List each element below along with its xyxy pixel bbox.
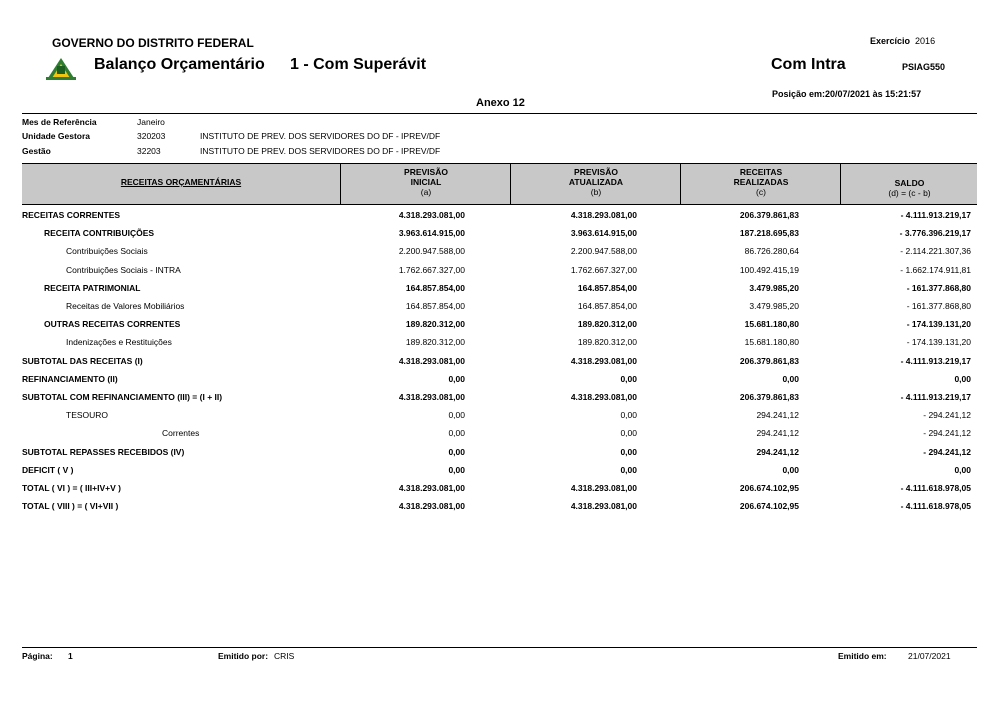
anexo: Anexo 12 — [476, 97, 525, 109]
row-previsao-inicial: 0,00 — [448, 410, 465, 421]
table-row — [22, 353, 977, 371]
exercicio-label: Exercício — [870, 36, 911, 46]
row-label: Contribuições Sociais — [66, 246, 148, 257]
row-label: SUBTOTAL COM REFINANCIAMENTO (III) = (I + II) — [22, 392, 223, 402]
row-previsao-inicial: 0,00 — [448, 464, 465, 475]
row-label: Receitas de Valores Mobiliários — [66, 301, 185, 311]
emitido-em-label: Emitido em: — [838, 651, 887, 661]
row-previsao-inicial: 3.963.614.915,00 — [398, 228, 465, 239]
row-receitas-realizadas: 206.674.102,95 — [739, 483, 799, 493]
row-label: Correntes — [162, 428, 200, 439]
row-label: RECEITAS CORRENTES — [22, 210, 121, 220]
row-label: RECEITA PATRIMONIAL — [44, 282, 141, 293]
row-saldo: - 4.111.913.219,17 — [900, 392, 971, 402]
col-receitas-realizadas-l2: REALIZADAS — [733, 177, 789, 187]
table-row — [22, 371, 977, 389]
row-previsao-inicial: 0,00 — [448, 446, 465, 457]
col-previsao-inicial-l3: (a) — [420, 187, 432, 197]
table-row — [22, 425, 977, 443]
posicao: Posição em:20/07/2021 às 15:21:57 — [772, 89, 922, 99]
col-previsao-atualizada-l1: PREVISÃO — [574, 167, 618, 177]
row-saldo: - 294.241,12 — [923, 446, 971, 457]
government-name: GOVERNO DO DISTRITO FEDERAL — [52, 36, 254, 50]
col-saldo-l3: (d) = (c - b) — [888, 188, 931, 198]
row-label: DEFICIT ( V ) — [22, 464, 74, 475]
row-label: Contribuições Sociais - INTRA — [66, 264, 181, 275]
row-previsao-inicial: 164.857.854,00 — [405, 282, 465, 293]
row-previsao-atualizada: 0,00 — [620, 428, 637, 439]
row-saldo: - 4.111.618.978,05 — [900, 501, 971, 512]
meta-block — [0, 117, 1000, 161]
row-previsao-atualizada: 189.820.312,00 — [577, 319, 637, 330]
row-previsao-atualizada: 4.318.293.081,00 — [570, 210, 637, 220]
mes-value: Janeiro — [137, 117, 165, 127]
ug-code: 320203 — [137, 131, 166, 141]
exercicio-value: 2016 — [915, 36, 936, 46]
ug-name: INSTITUTO DE PREV. DOS SERVIDORES DO DF - IPREV/DF — [200, 131, 441, 141]
row-saldo: - 4.111.618.978,05 — [900, 483, 971, 493]
report-subtitle: 1 - Com Superávit — [290, 56, 427, 73]
row-receitas-realizadas: 187.218.695,83 — [739, 228, 799, 239]
row-saldo: - 294.241,12 — [923, 410, 971, 421]
row-label: RECEITA CONTRIBUIÇÕES — [44, 228, 155, 239]
col-saldo-l2: SALDO — [894, 178, 925, 188]
table-row — [22, 498, 977, 516]
com-intra-label: Com Intra — [771, 56, 846, 73]
row-saldo: 0,00 — [954, 373, 971, 384]
row-previsao-inicial: 189.820.312,00 — [405, 337, 465, 348]
row-label: OUTRAS RECEITAS CORRENTES — [44, 319, 181, 330]
row-previsao-atualizada: 4.318.293.081,00 — [570, 392, 637, 402]
report-code: PSIAG550 — [902, 62, 946, 72]
row-saldo: 0,00 — [954, 464, 971, 475]
row-label: SUBTOTAL DAS RECEITAS (I) — [22, 355, 143, 366]
row-previsao-inicial: 1.762.667.327,00 — [398, 264, 465, 275]
row-previsao-atualizada: 3.963.614.915,00 — [570, 228, 637, 239]
row-previsao-atualizada: 1.762.667.327,00 — [570, 264, 637, 275]
col-previsao-inicial-l1: PREVISÃO — [404, 167, 448, 177]
mes-label: Mes de Referência — [22, 117, 97, 127]
table-row — [22, 207, 977, 225]
row-receitas-realizadas: 294.241,12 — [756, 428, 799, 439]
row-saldo: - 1.662.174.911,81 — [900, 264, 971, 275]
pagina-label: Página: — [22, 651, 53, 661]
row-previsao-inicial: 164.857.854,00 — [405, 301, 465, 311]
row-receitas-realizadas: 15.681.180,80 — [744, 337, 799, 348]
table-row — [22, 316, 977, 334]
gestao-code: 32203 — [137, 146, 161, 156]
row-previsao-inicial: 4.318.293.081,00 — [398, 392, 465, 402]
row-label: TOTAL ( VI ) = ( III+IV+V ) — [22, 483, 121, 493]
col-receitas-realizadas-l1: RECEITAS — [739, 167, 783, 177]
col-previsao-atualizada — [510, 164, 681, 204]
row-saldo: - 2.114.221.307,36 — [900, 246, 971, 257]
emitido-por-value: CRIS — [274, 651, 295, 661]
col-receitas-realizadas-l3: (c) — [756, 187, 766, 197]
table-row — [22, 334, 977, 352]
footer-divider — [22, 647, 977, 648]
row-saldo: - 3.776.396.219,17 — [899, 228, 971, 239]
col-receitas-orcamentarias: RECEITAS ORÇAMENTÁRIAS — [120, 177, 242, 187]
row-saldo: - 174.139.131,20 — [906, 337, 971, 348]
brasao-df-logo-icon — [44, 52, 78, 82]
row-saldo: - 161.377.868,80 — [906, 301, 971, 311]
row-previsao-atualizada: 0,00 — [620, 446, 637, 457]
row-receitas-realizadas: 206.674.102,95 — [739, 501, 799, 512]
col-receitas-realizadas — [680, 164, 841, 204]
row-receitas-realizadas: 0,00 — [782, 373, 799, 384]
row-saldo: - 294.241,12 — [923, 428, 971, 439]
table-row — [22, 298, 977, 316]
pagina-value: 1 — [68, 651, 73, 661]
table-row — [22, 480, 977, 498]
row-receitas-realizadas: 206.379.861,83 — [739, 210, 799, 220]
col-previsao-inicial — [340, 164, 511, 204]
row-previsao-atualizada: 0,00 — [620, 410, 637, 421]
row-previsao-inicial: 0,00 — [448, 373, 465, 384]
row-label: TOTAL ( VIII ) = ( VI+VII ) — [22, 501, 119, 512]
row-receitas-realizadas: 206.379.861,83 — [739, 355, 799, 366]
row-saldo: - 4.111.913.219,17 — [900, 210, 971, 220]
row-label: REFINANCIAMENTO (II) — [22, 373, 118, 384]
table-row — [22, 262, 977, 280]
row-receitas-realizadas: 206.379.861,83 — [739, 392, 799, 402]
emitido-em-value: 21/07/2021 — [908, 651, 951, 661]
ug-label: Unidade Gestora — [22, 131, 91, 141]
col-previsao-atualizada-l3: (b) — [590, 187, 602, 197]
row-previsao-atualizada: 0,00 — [620, 373, 637, 384]
row-label: TESOURO — [66, 410, 109, 421]
row-receitas-realizadas: 3.479.985,20 — [749, 282, 799, 293]
row-receitas-realizadas: 100.492.415,19 — [739, 264, 799, 275]
row-label: Indenizações e Restituições — [66, 337, 172, 348]
row-previsao-atualizada: 2.200.947.588,00 — [570, 246, 637, 257]
row-previsao-inicial: 4.318.293.081,00 — [398, 501, 465, 512]
table-row — [22, 462, 977, 480]
row-previsao-atualizada: 164.857.854,00 — [577, 301, 637, 311]
row-previsao-atualizada: 4.318.293.081,00 — [570, 355, 637, 366]
col-previsao-atualizada-l2: ATUALIZADA — [568, 177, 624, 187]
row-receitas-realizadas: 15.681.180,80 — [744, 319, 799, 330]
report-title: Balanço Orçamentário — [94, 56, 265, 73]
row-receitas-realizadas: 86.726.280,64 — [744, 246, 799, 257]
table-row — [22, 280, 977, 298]
row-receitas-realizadas: 3.479.985,20 — [749, 301, 799, 311]
row-previsao-inicial: 2.200.947.588,00 — [398, 246, 465, 257]
row-receitas-realizadas: 0,00 — [782, 464, 799, 475]
row-previsao-atualizada: 4.318.293.081,00 — [570, 483, 637, 493]
gestao-label: Gestão — [22, 146, 51, 156]
emitido-por-label: Emitido por: — [218, 651, 269, 661]
row-saldo: - 4.111.913.219,17 — [900, 355, 971, 366]
table-row — [22, 243, 977, 261]
row-previsao-inicial: 4.318.293.081,00 — [398, 355, 465, 366]
row-previsao-inicial: 189.820.312,00 — [405, 319, 465, 330]
row-receitas-realizadas: 294.241,12 — [756, 410, 799, 421]
exercicio — [870, 36, 935, 46]
table-row — [22, 444, 977, 462]
col-previsao-inicial-l2: INICIAL — [410, 177, 442, 187]
row-label: SUBTOTAL REPASSES RECEBIDOS (IV) — [22, 446, 185, 457]
gestao-name: INSTITUTO DE PREV. DOS SERVIDORES DO DF - IPREV/DF — [200, 146, 441, 156]
row-previsao-atualizada: 4.318.293.081,00 — [570, 501, 637, 512]
col-saldo — [840, 164, 978, 204]
row-previsao-inicial: 4.318.293.081,00 — [398, 210, 465, 220]
table-header — [22, 163, 977, 205]
row-previsao-inicial: 0,00 — [448, 428, 465, 439]
row-previsao-atualizada: 189.820.312,00 — [577, 337, 637, 348]
header-divider — [22, 113, 977, 114]
table-row — [22, 389, 977, 407]
row-previsao-atualizada: 164.857.854,00 — [577, 282, 637, 293]
table-row — [22, 407, 977, 425]
table-row — [22, 225, 977, 243]
row-previsao-atualizada: 0,00 — [620, 464, 637, 475]
row-saldo: - 161.377.868,80 — [906, 282, 971, 293]
row-previsao-inicial: 4.318.293.081,00 — [398, 483, 465, 493]
row-saldo: - 174.139.131,20 — [906, 319, 971, 330]
row-receitas-realizadas: 294.241,12 — [756, 446, 799, 457]
